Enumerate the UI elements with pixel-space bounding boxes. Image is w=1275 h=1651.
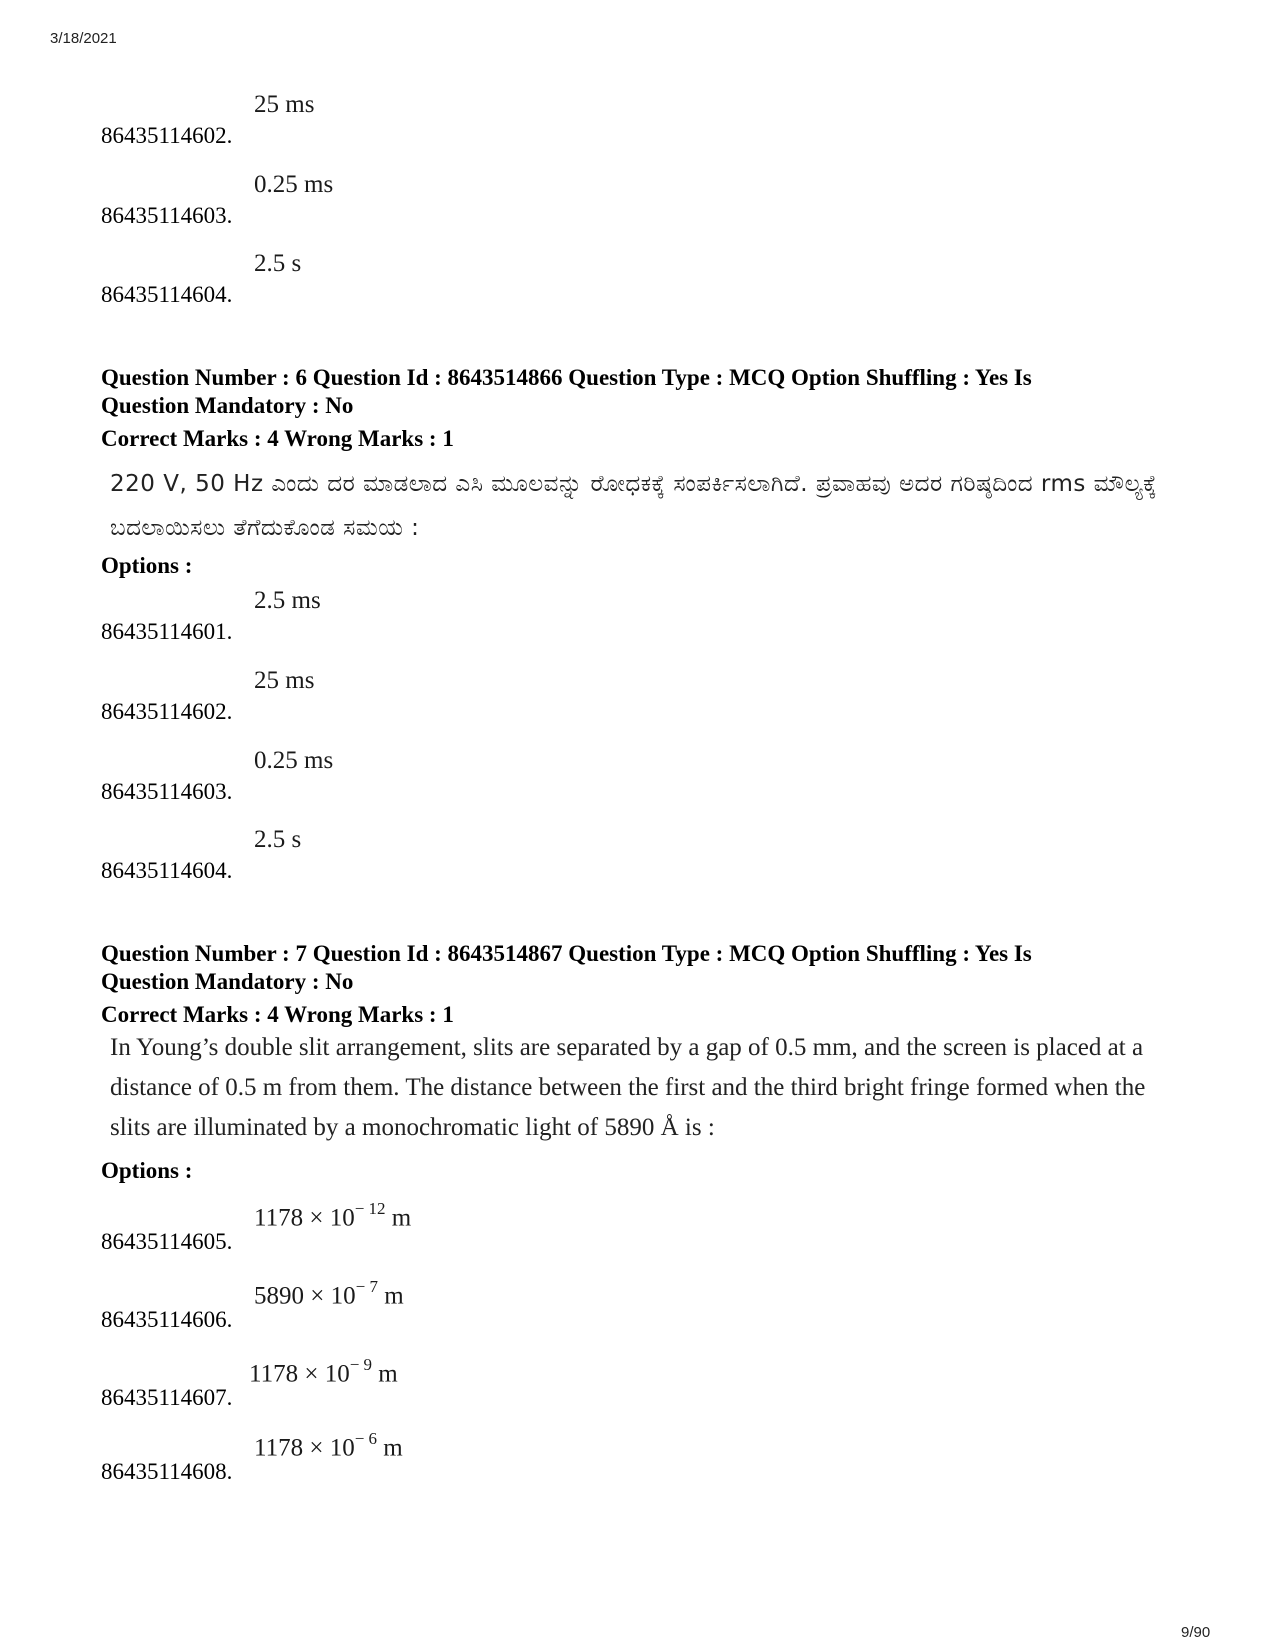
option-id: 86435114604.	[101, 282, 233, 307]
question-marks: Correct Marks : 4 Wrong Marks : 1	[101, 426, 454, 451]
option-value: 0.25 ms	[254, 747, 334, 774]
option-id: 86435114604.	[101, 858, 233, 883]
page-number: 9/90	[1181, 1624, 1211, 1641]
option-item	[101, 746, 701, 806]
option-item	[101, 90, 701, 150]
options-label: Options :	[101, 553, 193, 578]
option-value: $5890 \times 10^{- 7}$ m	[254, 1277, 404, 1310]
option-id: 86435114605.	[101, 1229, 233, 1254]
option-item	[101, 825, 701, 885]
question-text: In Young’s double slit arrangement, slits are separated by a gap of 0.5 mm, and the screen is placed at a distance of 0.5 m from them. The distance between the first and the third bright fringe formed when the slits are illuminated by a monochromatic light of 5890 Å is :	[110, 1034, 1146, 1141]
option-item	[101, 666, 701, 726]
option-value: 25 ms	[254, 91, 315, 118]
question-header-line: Question Mandatory : No	[101, 393, 354, 418]
option-id: 86435114608.	[101, 1459, 233, 1484]
question-text: 220 V, 50 Hz ಎಂದು ದರ ಮಾಡಲಾದ ಎಸಿ ಮೂಲವನ್ನು ರೋಧಕಕ್ಕೆ ಸಂಪರ್ಕಿಸಲಾಗಿದೆ. ಪ್ರವಾಹವು ಅದರ ಗರಿಷ್ಠದಿಂದ rms ಮೌಲ್ಯಕ್ಕೆ ಬದಲಾಯಿಸಲು ತೆಗೆದುಕೊಂಡ ಸಮಯ :	[110, 471, 1158, 541]
option-value: 2.5 s	[254, 826, 302, 853]
option-item	[101, 1426, 701, 1486]
question-marks: Correct Marks : 4 Wrong Marks : 1	[101, 1002, 454, 1027]
option-value: 2.5 ms	[254, 587, 321, 614]
option-value: $1178 \times 10^{- 9}$ m	[249, 1355, 398, 1388]
option-item	[101, 249, 701, 309]
option-value: 25 ms	[254, 667, 315, 694]
question-header-line: Question Number : 7 Question Id : 8643514867 Question Type : MCQ Option Shuffling : Yes Is	[101, 941, 1032, 966]
option-value: 0.25 ms	[254, 171, 334, 198]
print-date: 3/18/2021	[50, 30, 117, 47]
option-item	[101, 170, 701, 230]
option-id: 86435114607.	[101, 1385, 233, 1410]
option-item	[101, 1196, 701, 1256]
options-label: Options :	[101, 1158, 193, 1183]
option-id: 86435114606.	[101, 1307, 233, 1332]
option-item	[101, 1274, 701, 1334]
question-header-line: Question Number : 6 Question Id : 8643514866 Question Type : MCQ Option Shuffling : Yes Is	[101, 365, 1032, 390]
option-item	[101, 1352, 701, 1412]
option-id: 86435114602.	[101, 123, 233, 148]
question-header	[101, 940, 1181, 1029]
question-header-line: Question Mandatory : No	[101, 969, 354, 994]
option-value: $1178 \times 10^{- 12}$ m	[254, 1199, 412, 1232]
option-id: 86435114601.	[101, 619, 233, 644]
option-id: 86435114602.	[101, 699, 233, 724]
question-header	[101, 364, 1181, 453]
option-value: $1178 \times 10^{- 6}$ m	[254, 1429, 403, 1462]
option-id: 86435114603.	[101, 203, 233, 228]
option-value: 2.5 s	[254, 250, 302, 277]
option-id: 86435114603.	[101, 779, 233, 804]
option-item	[101, 586, 701, 646]
